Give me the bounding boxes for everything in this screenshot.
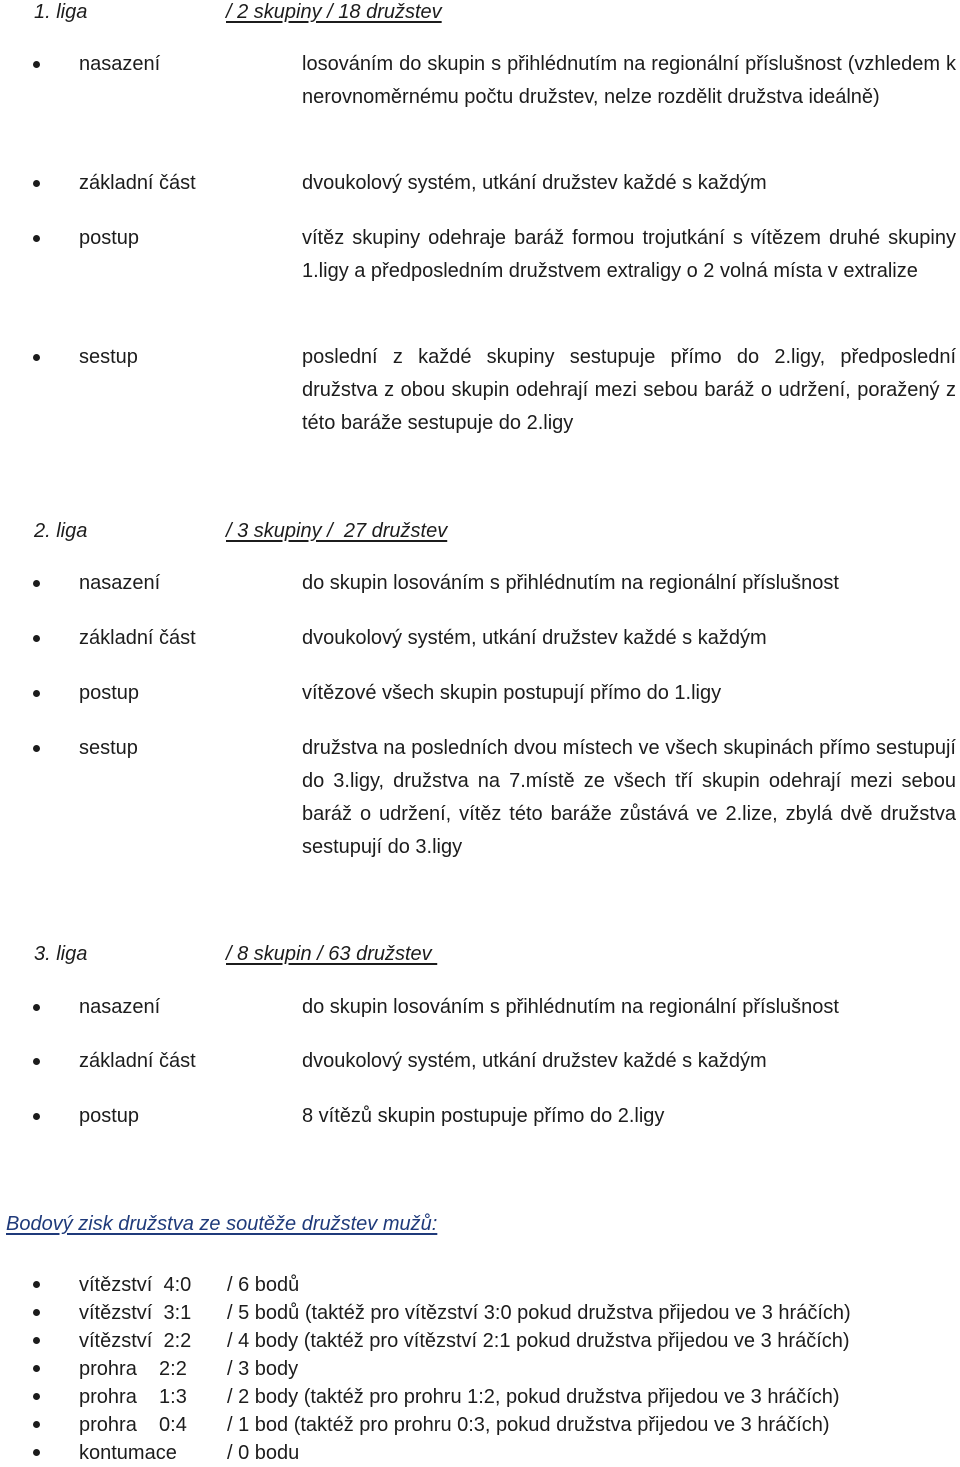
points-section-title: Bodový zisk družstva ze soutěže družstev mužů: [6,1213,438,1235]
bullet-icon [33,235,40,242]
bullet-icon [33,635,40,642]
rule-label: základní část [79,172,196,194]
bullet-icon [33,1058,40,1065]
bullet-icon [33,580,40,587]
bullet-icon [33,180,40,187]
bullet-icon [33,354,40,361]
points-result: vítězství 2:2 [79,1330,192,1352]
rule-label: nasazení [79,53,161,75]
points-value: / 1 bod (taktéž pro prohru 0:3, pokud družstva přijedou ve 3 hráčích) [227,1414,830,1436]
points-result: prohra 2:2 [79,1358,187,1380]
league-name: 1. liga [34,1,88,23]
rule-label: základní část [79,627,196,649]
bullet-icon [33,690,40,697]
league-name: 2. liga [34,520,88,542]
league-1-header [34,0,442,24]
bullet-icon [33,1004,40,1011]
points-value: / 5 bodů (taktéž pro vítězství 3:0 pokud družstva přijedou ve 3 hráčích) [227,1302,851,1324]
rule-label: nasazení [79,996,161,1018]
points-value: / 0 bodu [227,1442,300,1464]
points-item [0,1271,960,1299]
league-3-header [34,942,437,966]
rule-label: postup [79,682,140,704]
points-value: / 6 bodů [227,1274,300,1296]
league-summary: / 3 skupiny / 27 družstev [226,520,448,542]
bullet-icon [33,1337,40,1344]
league-summary: / 2 skupiny / 18 družstev [226,1,442,23]
bullet-icon [33,1449,40,1456]
bullet-icon [33,1113,40,1120]
rule-label: sestup [79,346,138,368]
rule-text: vítěz skupiny odehraje baráž formou trojutkání s vítězem druhé skupiny 1.ligy a předposledním družstvem extraligy o 2 volná místa v extralize [302,227,956,282]
points-item [0,1327,960,1355]
points-item [0,1355,960,1383]
rule-label: sestup [79,737,138,759]
rule-label: základní část [79,1050,196,1072]
rule-text: losováním do skupin s přihlédnutím na regionální příslušnost (vzhledem k nerovnoměrnému počtu družstev, nelze rozdělit družstva ideálně) [302,53,956,108]
bullet-icon [33,1365,40,1372]
points-result: vítězství 3:1 [79,1302,192,1324]
rule-text: 8 vítězů skupin postupuje přímo do 2.ligy [302,1105,665,1127]
bullet-icon [33,1421,40,1428]
points-result: vítězství 4:0 [79,1274,192,1296]
points-result: prohra 1:3 [79,1386,187,1408]
points-result: kontumace [79,1442,177,1464]
rule-label: postup [79,227,140,249]
rule-text: do skupin losováním s přihlédnutím na regionální příslušnost [302,572,839,594]
bullet-icon [33,1281,40,1288]
points-item [0,1383,960,1411]
league-name: 3. liga [34,943,88,965]
rule-text: vítězové všech skupin postupují přímo do 1.ligy [302,682,722,704]
bullet-icon [33,745,40,752]
bullet-icon [33,61,40,68]
rule-text: dvoukolový systém, utkání družstev každé s každým [302,1050,767,1072]
rule-label: nasazení [79,572,161,594]
league-2-header [34,519,447,543]
rule-text: dvoukolový systém, utkání družstev každé s každým [302,627,767,649]
rule-text: družstva na posledních dvou místech ve všech skupinách přímo sestupují do 3.ligy, družstva na 7.místě ze všech tří skupin odehrají mezi sebou baráž o udržení, vítěz této baráže zůstává ve 2.lize, zbylá dvě družstva sestupují do 3.ligy [302,737,956,858]
bullet-icon [33,1309,40,1316]
points-value: / 3 body [227,1358,299,1380]
league-summary: / 8 skupin / 63 družstev [226,943,438,965]
rule-text: do skupin losováním s přihlédnutím na regionální příslušnost [302,996,839,1018]
points-item [0,1299,960,1327]
points-value: / 4 body (taktéž pro vítězství 2:1 pokud družstva přijedou ve 3 hráčích) [227,1330,850,1352]
rule-text: dvoukolový systém, utkání družstev každé s každým [302,172,767,194]
points-item [0,1411,960,1439]
rule-text: poslední z každé skupiny sestupuje přímo do 2.ligy, předposlední družstva z obou skupin odehrají mezi sebou baráž o udržení, poražený z této baráže sestupuje do 2.ligy [302,346,956,434]
points-value: / 2 body (taktéž pro prohru 1:2, pokud družstva přijedou ve 3 hráčích) [227,1386,840,1408]
points-item [0,1439,960,1467]
bullet-icon [33,1393,40,1400]
rule-label: postup [79,1105,140,1127]
points-result: prohra 0:4 [79,1414,187,1436]
